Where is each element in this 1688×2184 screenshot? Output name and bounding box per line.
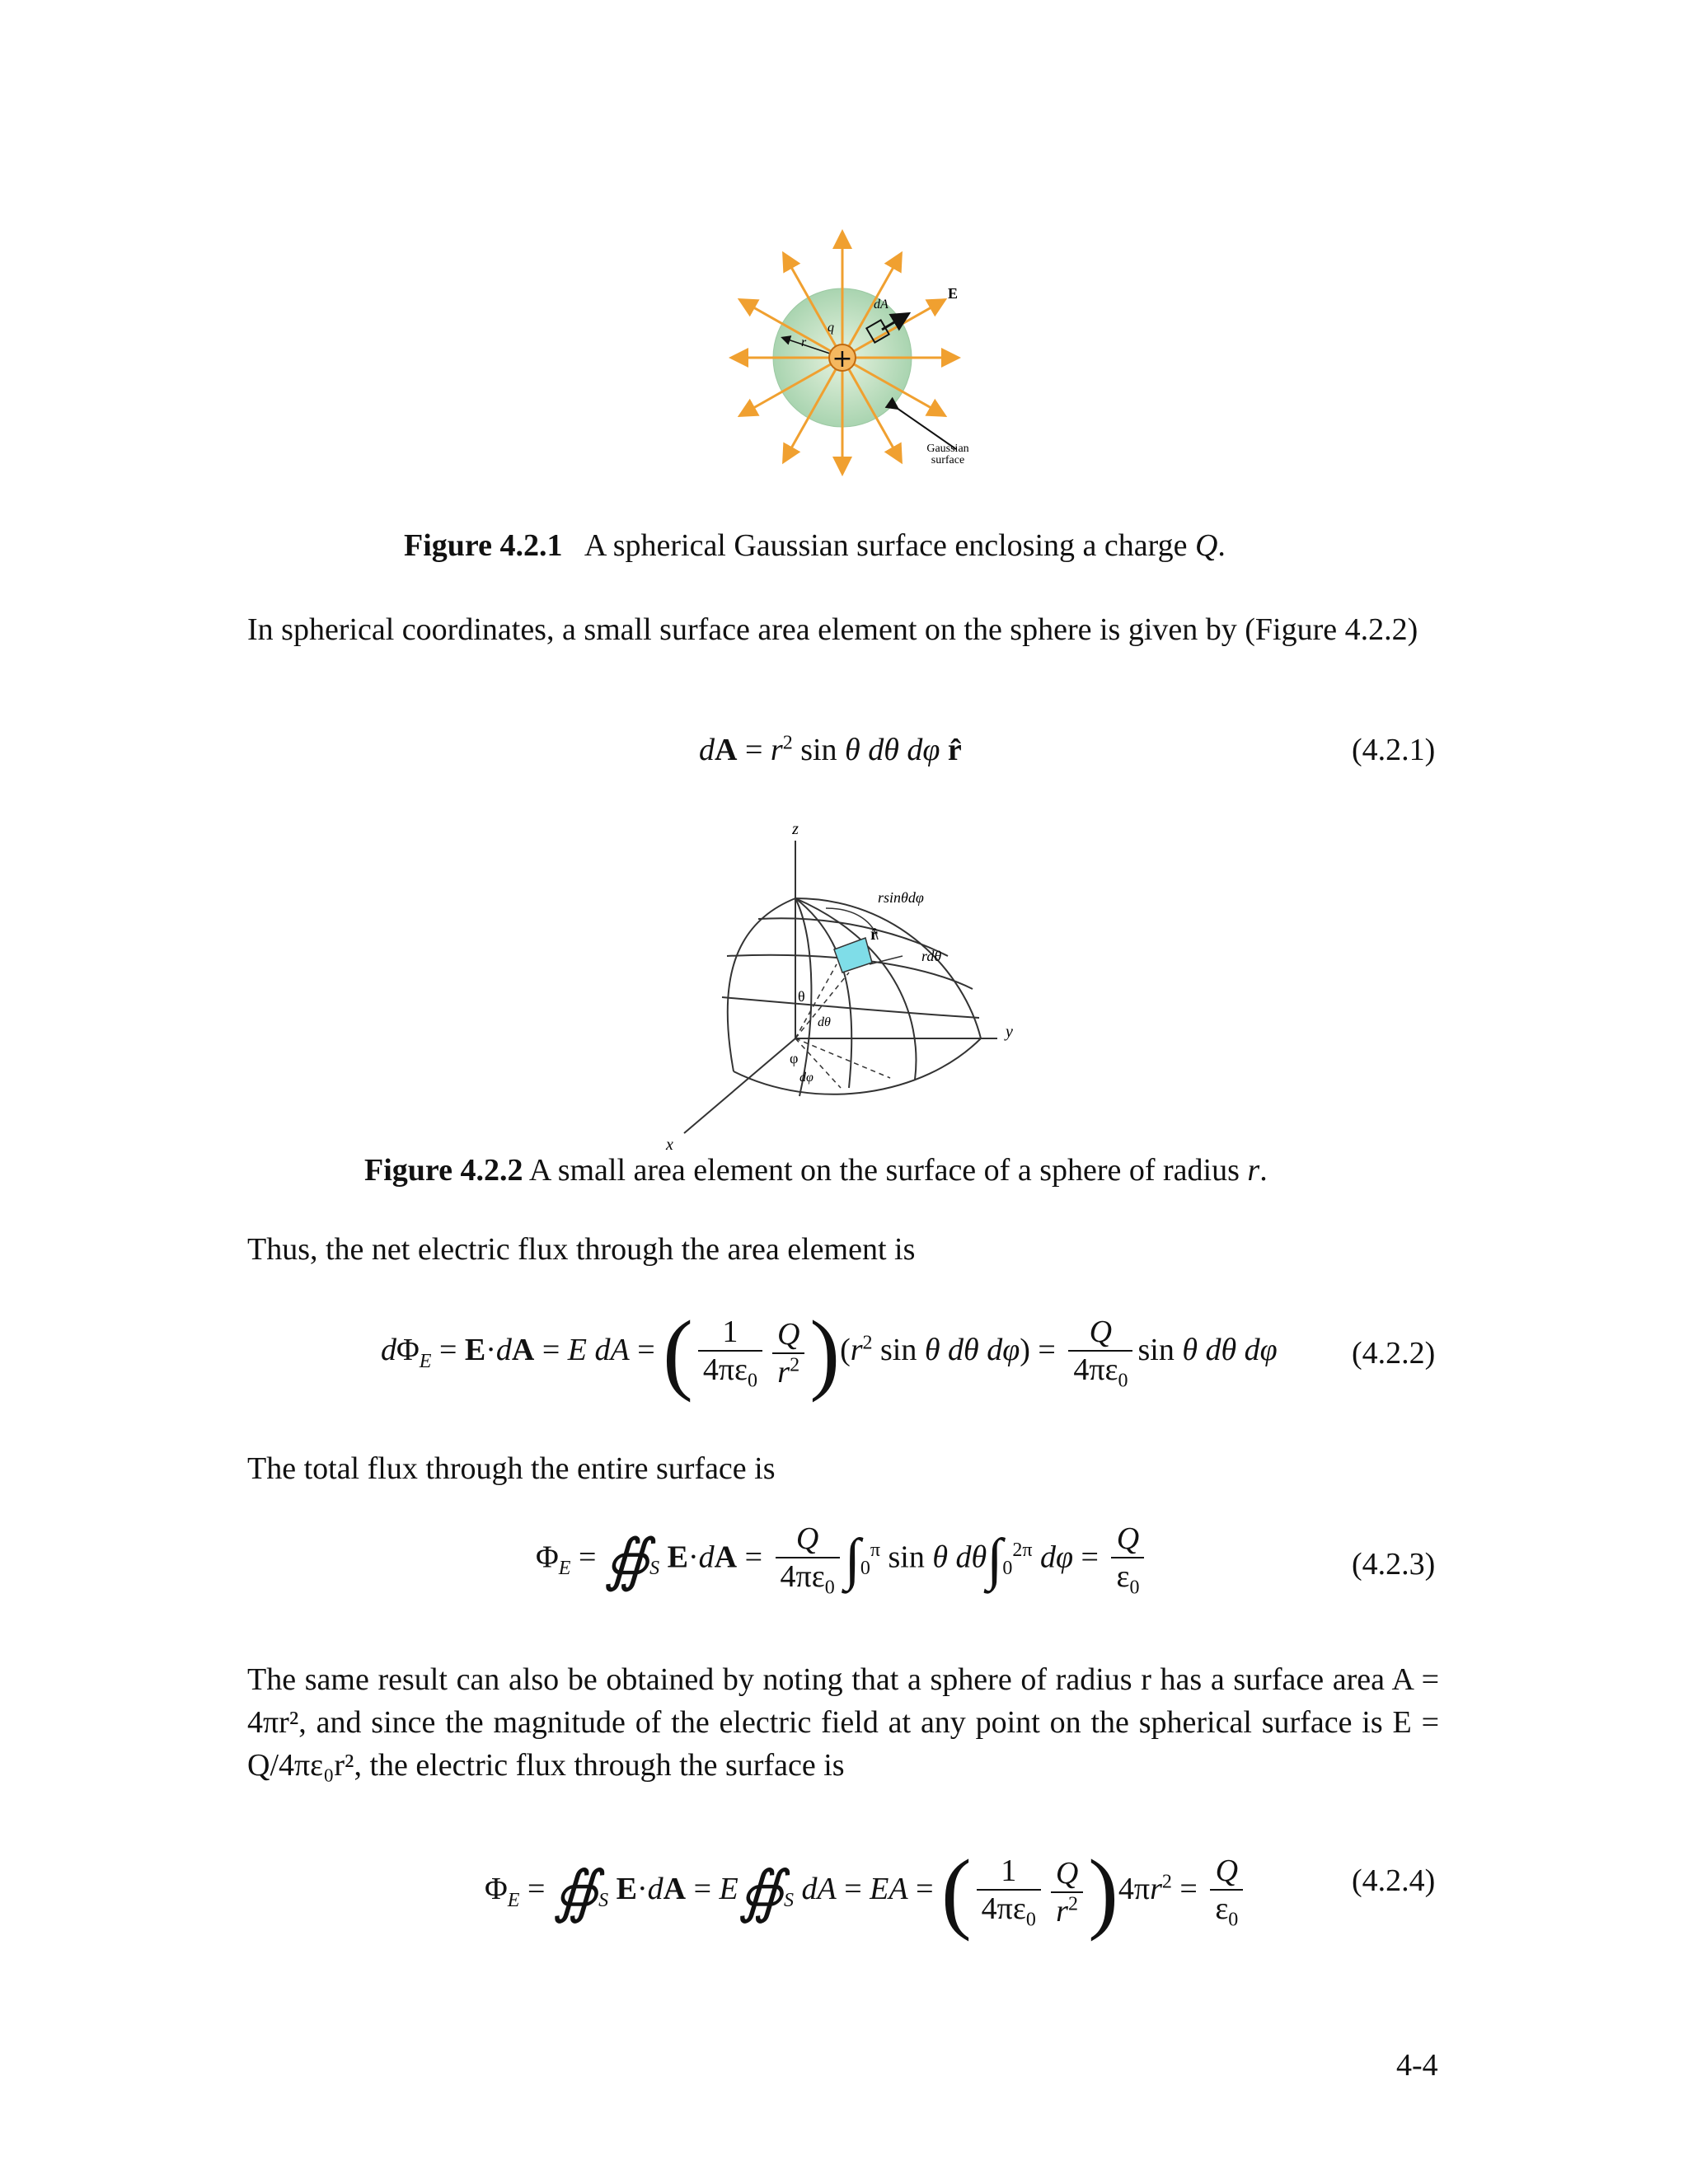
equation-number-2: (4.2.2) [1352,1336,1436,1371]
spherical-area-element-figure [651,816,1047,1154]
figure-caption-label: Figure 4.2.2 [364,1153,523,1188]
figure-caption-end: . [1217,528,1226,563]
phi-label: φ [790,1050,799,1066]
q-label: q [828,321,834,335]
equation-4-2-2: $d\Phi_E = E\cdot dA = E$ dA = ( $\frac{1}{4\pi\varepsilon_0}$ $\frac{Q}{r^2}$ )($r^2$ sin θ dθ dφ) = $\frac{Q}{4\pi\varepsilon_0}$ sin θ dθ dφ [381,1302,1278,1403]
dtheta-label: dθ [818,1015,831,1029]
figure-caption-2 [364,1152,1268,1188]
equation-number-3: (4.2.3) [1352,1547,1436,1582]
equation-number-4: (4.2.4) [1352,1863,1436,1898]
figure-caption-text: A small area element on the surface of a sphere of radius [528,1153,1240,1188]
equation-4-2-3: $\Phi_E$ = $∯_S$ E·dA = $\frac{Q}{4\pi\varepsilon_0}$ $\int_0^\pi$ sin θ $d\theta\int_0^{2\pi}$ dφ = $\frac{Q}{\varepsilon_0}$ [536,1521,1149,1600]
figure-caption-text: A spherical Gaussian surface enclosing a charge [584,528,1188,563]
figure-caption-1 [404,527,1226,564]
gaussian-label-2: surface [931,454,965,466]
dA-label: dA [874,298,889,312]
x-axis-label: x [666,1136,673,1154]
rhat-label: r̂ [870,926,878,944]
rsin-label: rsinθdφ [878,889,924,906]
equation-4-2-1: dA = $r^2$ sin θ dθ dφ r̂ [699,732,962,767]
equation-4-2-4: $\Phi_E$ = $∯_S$ $E\cdot dA = E∯_S$ dA = EA = ( $\frac{1}{4\pi\varepsilon_0}$ $\frac{Q}{r^2}$ )$4\pi r^2$ = $\frac{Q}{\varepsilon_0}$ [485,1840,1248,1944]
paragraph-3: The total flux through the entire surface is [247,1451,776,1486]
y-axis-label: y [1006,1023,1013,1041]
figure-caption-end: . [1259,1153,1268,1188]
plus-sign: + [832,344,853,373]
paragraph-1: In spherical coordinates, a small surface area element on the sphere is given by (Figure 4.2.2) [247,612,1418,647]
dphi-label: dφ [799,1071,814,1085]
figure-caption-var: r [1247,1153,1260,1188]
figure-caption-label: Figure 4.2.1 [404,528,563,563]
theta-label: θ [798,988,805,1005]
gaussian-label-1: Gaussian [926,443,969,455]
equation-number-1: (4.2.1) [1352,733,1436,767]
figure-caption-var: Q [1194,528,1218,563]
rdtheta-label: rdθ [921,948,942,964]
r-label: r [801,335,807,349]
z-axis-label: z [792,820,799,838]
paragraph-4: The same result can also be obtained by noting that a sphere of radius r has a surface area A = 4πr², and since the magnitude of the electric field at any point on the spherical surface is E = Q/4πε₀r², the electric flux through the surface is [247,1662,1439,1783]
page-number: 4-4 [1396,2048,1438,2083]
paragraph-2: Thus, the net electric flux through the area element is [247,1232,916,1267]
E-label: E [948,285,959,302]
gaussian-sphere-figure [709,223,1039,486]
